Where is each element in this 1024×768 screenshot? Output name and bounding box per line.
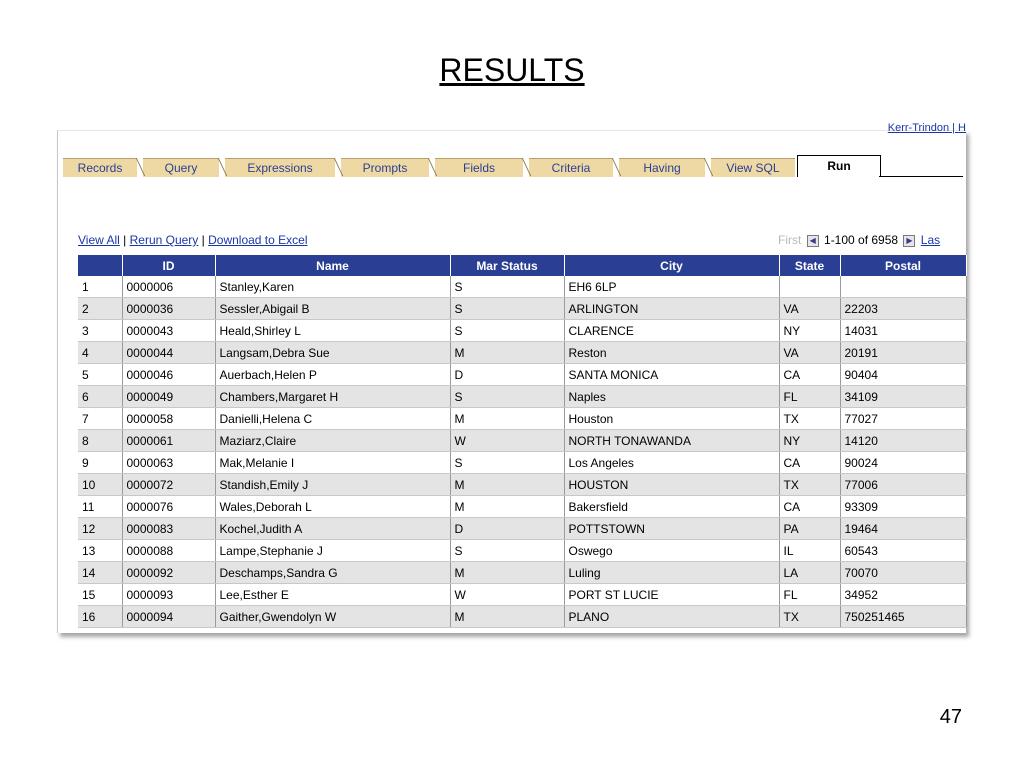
- tab-having[interactable]: Having: [619, 158, 705, 177]
- previous-page-icon[interactable]: ◀: [807, 235, 819, 247]
- mar-status-cell: M: [450, 342, 564, 364]
- city-cell: Houston: [564, 408, 779, 430]
- row-number-cell: 7: [78, 408, 122, 430]
- mar-status-cell: S: [450, 540, 564, 562]
- postal-cell: 19464: [840, 518, 966, 540]
- next-page-icon[interactable]: ▶: [903, 235, 915, 247]
- row-number-cell: 10: [78, 474, 122, 496]
- mar-status-cell: W: [450, 430, 564, 452]
- name-cell: Heald,Shirley L: [215, 320, 450, 342]
- table-row: [78, 584, 966, 606]
- column-header-mar-status[interactable]: Mar Status: [450, 255, 564, 276]
- row-number-cell: 4: [78, 342, 122, 364]
- id-cell: 0000046: [122, 364, 215, 386]
- tab-query[interactable]: Query: [143, 158, 219, 177]
- rerun-query-link[interactable]: Rerun Query: [129, 233, 199, 247]
- city-cell: CLARENCE: [564, 320, 779, 342]
- state-cell: VA: [779, 298, 840, 320]
- name-cell: Wales,Deborah L: [215, 496, 450, 518]
- state-cell: IL: [779, 540, 840, 562]
- mar-status-cell: M: [450, 474, 564, 496]
- name-cell: Lampe,Stephanie J: [215, 540, 450, 562]
- row-number-cell: 15: [78, 584, 122, 606]
- name-cell: Danielli,Helena C: [215, 408, 450, 430]
- id-cell: 0000036: [122, 298, 215, 320]
- name-cell: Kochel,Judith A: [215, 518, 450, 540]
- table-row: [78, 452, 966, 474]
- row-number-cell: 14: [78, 562, 122, 584]
- city-cell: SANTA MONICA: [564, 364, 779, 386]
- row-number-cell: 11: [78, 496, 122, 518]
- postal-cell: 34109: [840, 386, 966, 408]
- view-all-link[interactable]: View All: [78, 233, 120, 247]
- state-cell: FL: [779, 386, 840, 408]
- result-actions: [78, 233, 308, 247]
- postal-cell: 77027: [840, 408, 966, 430]
- id-cell: 0000072: [122, 474, 215, 496]
- postal-cell: 14031: [840, 320, 966, 342]
- city-cell: EH6 6LP: [564, 276, 779, 298]
- mar-status-cell: W: [450, 584, 564, 606]
- row-number-cell: 9: [78, 452, 122, 474]
- city-cell: Los Angeles: [564, 452, 779, 474]
- city-cell: ARLINGTON: [564, 298, 779, 320]
- mar-status-cell: S: [450, 452, 564, 474]
- postal-cell: 70070: [840, 562, 966, 584]
- name-cell: Auerbach,Helen P: [215, 364, 450, 386]
- row-number-cell: 2: [78, 298, 122, 320]
- name-cell: Sessler,Abigail B: [215, 298, 450, 320]
- id-cell: 0000076: [122, 496, 215, 518]
- download-excel-link[interactable]: Download to Excel: [208, 233, 308, 247]
- city-cell: Oswego: [564, 540, 779, 562]
- id-cell: 0000049: [122, 386, 215, 408]
- postal-cell: 20191: [840, 342, 966, 364]
- row-number-cell: 6: [78, 386, 122, 408]
- state-cell: FL: [779, 584, 840, 606]
- table-row: [78, 386, 966, 408]
- tab-view-sql[interactable]: View SQL: [711, 158, 795, 177]
- id-cell: 0000094: [122, 606, 215, 628]
- id-cell: 0000043: [122, 320, 215, 342]
- row-number-cell: 3: [78, 320, 122, 342]
- slide-page-number: 47: [939, 706, 962, 728]
- tab-fields[interactable]: Fields: [435, 158, 523, 177]
- table-row: [78, 320, 966, 342]
- id-cell: 0000088: [122, 540, 215, 562]
- city-cell: POTTSTOWN: [564, 518, 779, 540]
- id-cell: 0000063: [122, 452, 215, 474]
- mar-status-cell: S: [450, 386, 564, 408]
- tab-run[interactable]: Run: [797, 155, 881, 177]
- table-row: [78, 408, 966, 430]
- state-cell: TX: [779, 474, 840, 496]
- postal-cell: 77006: [840, 474, 966, 496]
- tab-prompts[interactable]: Prompts: [341, 158, 429, 177]
- postal-cell: 93309: [840, 496, 966, 518]
- city-cell: Naples: [564, 386, 779, 408]
- city-cell: Reston: [564, 342, 779, 364]
- action-separator: |: [198, 233, 209, 247]
- id-cell: 0000061: [122, 430, 215, 452]
- row-number-cell: 5: [78, 364, 122, 386]
- table-row: [78, 606, 966, 628]
- mar-status-cell: M: [450, 562, 564, 584]
- name-cell: Chambers,Margaret H: [215, 386, 450, 408]
- state-cell: NY: [779, 320, 840, 342]
- top-user-link[interactable]: Kerr-Trindon | H: [887, 122, 966, 134]
- row-number-cell: 1: [78, 276, 122, 298]
- first-page-link[interactable]: First: [778, 233, 802, 247]
- city-cell: Luling: [564, 562, 779, 584]
- table-row: [78, 364, 966, 386]
- name-cell: Standish,Emily J: [215, 474, 450, 496]
- name-cell: Mak,Melanie I: [215, 452, 450, 474]
- table-row: [78, 562, 966, 584]
- name-cell: Maziarz,Claire: [215, 430, 450, 452]
- state-cell: TX: [779, 408, 840, 430]
- column-header-postal[interactable]: Postal: [840, 255, 966, 276]
- mar-status-cell: S: [450, 320, 564, 342]
- row-number-cell: 16: [78, 606, 122, 628]
- pager: [778, 233, 940, 247]
- slide-title: RESULTS: [439, 52, 585, 88]
- postal-cell: 90024: [840, 452, 966, 474]
- postal-cell: 90404: [840, 364, 966, 386]
- column-header-row-number: [78, 255, 122, 276]
- row-number-cell: 8: [78, 430, 122, 452]
- state-cell: PA: [779, 518, 840, 540]
- column-header-city[interactable]: City: [564, 255, 779, 276]
- table-row: [78, 276, 966, 298]
- postal-cell: 750251465: [840, 606, 966, 628]
- state-cell: CA: [779, 364, 840, 386]
- mar-status-cell: M: [450, 496, 564, 518]
- column-header-id[interactable]: ID: [122, 255, 215, 276]
- row-number-cell: 12: [78, 518, 122, 540]
- mar-status-cell: M: [450, 606, 564, 628]
- state-cell: CA: [779, 496, 840, 518]
- table-row: [78, 540, 966, 562]
- table-header-row: [78, 255, 966, 276]
- table-row: [78, 518, 966, 540]
- state-cell: LA: [779, 562, 840, 584]
- table-row: [78, 430, 966, 452]
- city-cell: PORT ST LUCIE: [564, 584, 779, 606]
- city-cell: PLANO: [564, 606, 779, 628]
- state-cell: CA: [779, 452, 840, 474]
- mar-status-cell: S: [450, 276, 564, 298]
- tab-records[interactable]: Records: [63, 158, 137, 177]
- results-table: [78, 255, 967, 628]
- name-cell: Stanley,Karen: [215, 276, 450, 298]
- column-header-name[interactable]: Name: [215, 255, 450, 276]
- table-row: [78, 474, 966, 496]
- id-cell: 0000006: [122, 276, 215, 298]
- table-row: [78, 496, 966, 518]
- column-header-state[interactable]: State: [779, 255, 840, 276]
- last-page-link[interactable]: Las: [920, 233, 941, 247]
- id-cell: 0000093: [122, 584, 215, 606]
- postal-cell: [840, 276, 966, 298]
- mar-status-cell: S: [450, 298, 564, 320]
- id-cell: 0000092: [122, 562, 215, 584]
- mar-status-cell: M: [450, 408, 564, 430]
- id-cell: 0000058: [122, 408, 215, 430]
- postal-cell: 22203: [840, 298, 966, 320]
- query-results-window: [57, 122, 966, 633]
- tab-criteria[interactable]: Criteria: [529, 158, 613, 177]
- state-cell: [779, 276, 840, 298]
- table-row: [78, 298, 966, 320]
- tab-baseline: [879, 176, 963, 177]
- state-cell: NY: [779, 430, 840, 452]
- name-cell: Gaither,Gwendolyn W: [215, 606, 450, 628]
- row-number-cell: 13: [78, 540, 122, 562]
- city-cell: Bakersfield: [564, 496, 779, 518]
- postal-cell: 60543: [840, 540, 966, 562]
- city-cell: HOUSTON: [564, 474, 779, 496]
- name-cell: Deschamps,Sandra G: [215, 562, 450, 584]
- city-cell: NORTH TONAWANDA: [564, 430, 779, 452]
- action-separator: |: [119, 233, 130, 247]
- postal-cell: 34952: [840, 584, 966, 606]
- pager-range: 1-100 of 6958: [824, 233, 899, 247]
- tab-expressions[interactable]: Expressions: [225, 158, 335, 177]
- mar-status-cell: D: [450, 518, 564, 540]
- query-tabs: [63, 155, 963, 177]
- table-row: [78, 342, 966, 364]
- name-cell: Langsam,Debra Sue: [215, 342, 450, 364]
- name-cell: Lee,Esther E: [215, 584, 450, 606]
- id-cell: 0000044: [122, 342, 215, 364]
- postal-cell: 14120: [840, 430, 966, 452]
- state-cell: TX: [779, 606, 840, 628]
- id-cell: 0000083: [122, 518, 215, 540]
- state-cell: VA: [779, 342, 840, 364]
- mar-status-cell: D: [450, 364, 564, 386]
